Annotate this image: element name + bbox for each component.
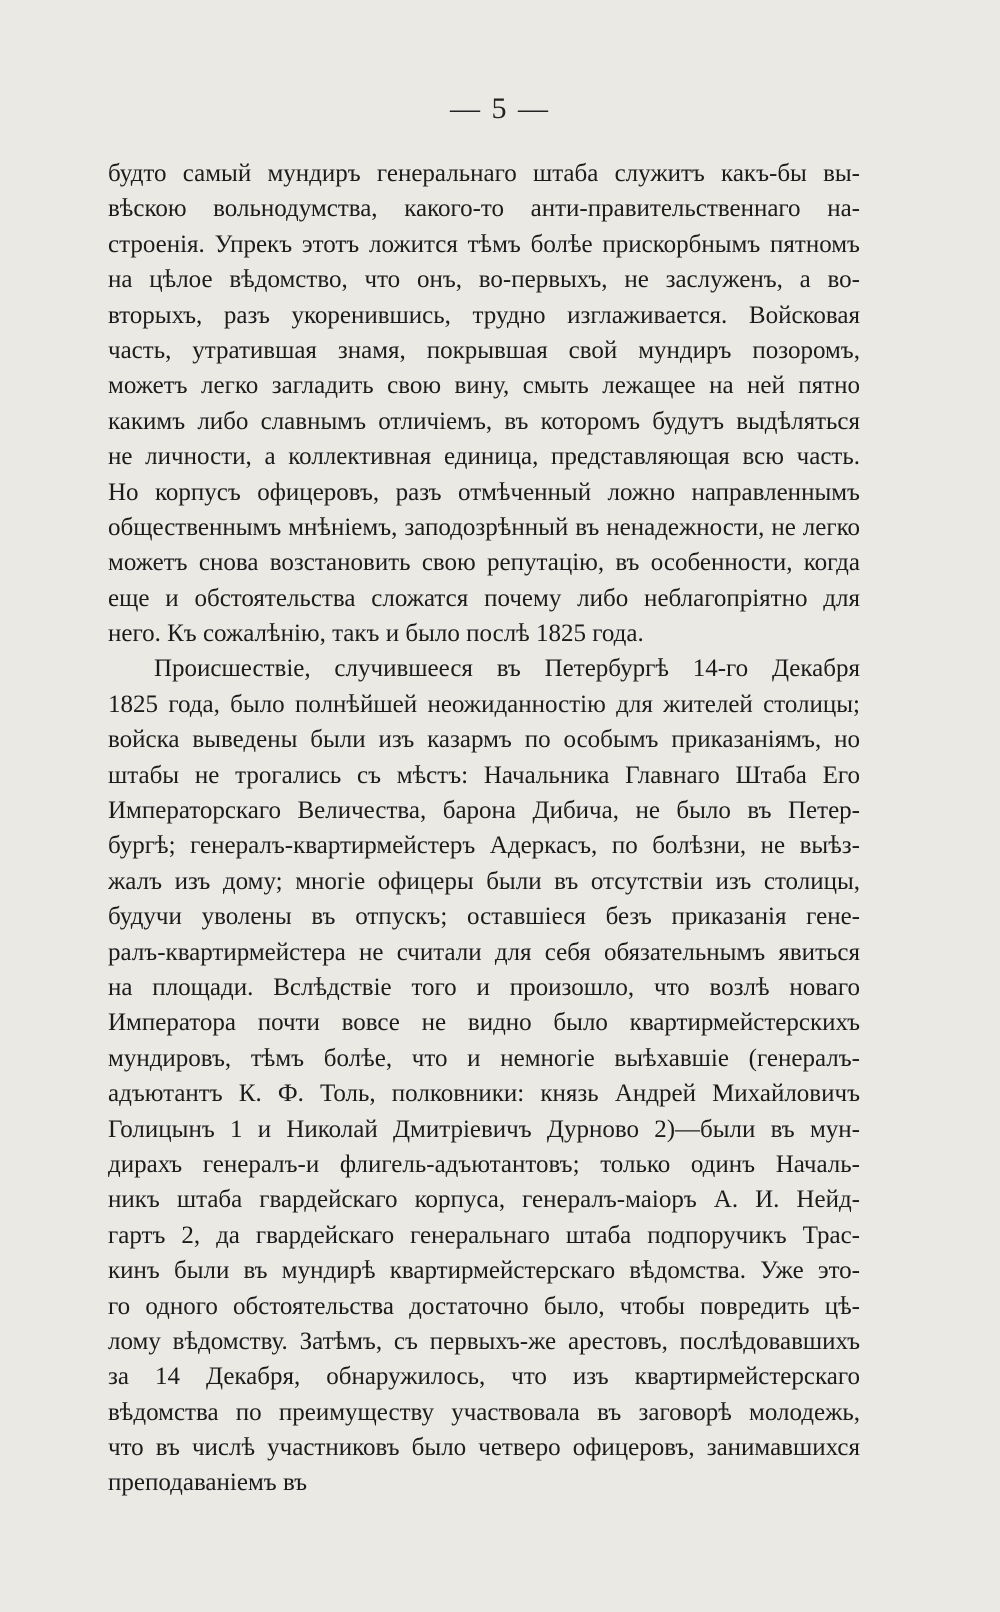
text-line: дирахъ генералъ-и флигель-адъютантовъ; только одинъ Началь- xyxy=(108,1150,860,1178)
text-line: вѣскою вольнодумства, какого-то анти-правительственнаго на- xyxy=(108,195,860,223)
text-line: 1825 года, было полнѣйшей неожиданностію для жителей столицы; xyxy=(108,690,860,718)
text-line: что въ числѣ участниковъ было четверо офицеровъ, занимавшихся xyxy=(108,1434,860,1462)
text-line: адъютантъ К. Ф. Толь, полковники: князь Андрей Михайловичъ xyxy=(108,1080,860,1108)
text-line: бургѣ; генералъ-квартирмейстеръ Адеркасъ, по болѣзни, не выѣз- xyxy=(108,832,860,860)
text-line: кинъ были въ мундирѣ квартирмейстерскаго вѣдомства. Уже это- xyxy=(108,1257,860,1285)
text-line: можетъ снова возстановить свою репутацію, въ особенности, когда xyxy=(108,549,860,577)
text-line: лому вѣдомству. Затѣмъ, съ первыхъ-же арестовъ, послѣдовавшихъ xyxy=(108,1327,860,1355)
text-line: часть, утратившая знамя, покрывшая свой мундиръ позоромъ, xyxy=(108,336,860,364)
text-line: Происшествіе, случившееся въ Петербургѣ 14-го Декабря xyxy=(154,655,860,683)
paragraph-1 xyxy=(108,156,860,651)
text-line: мундировъ, тѣмъ болѣе, что и немногіе выѣхавшіе (генералъ- xyxy=(108,1044,860,1072)
text-line: строенія. Упрекъ этотъ ложится тѣмъ болѣе прискорбнымъ пятномъ xyxy=(108,230,860,258)
text-line: Голицынъ 1 и Николай Дмитріевичъ Дурново 2)—были въ мун- xyxy=(108,1115,860,1143)
text-line: не личности, а коллективная единица, представляющая всю часть. xyxy=(108,443,860,471)
paragraph-2 xyxy=(108,651,860,1500)
text-line: на цѣлое вѣдомство, что онъ, во-первыхъ, не заслуженъ, а во- xyxy=(108,266,860,294)
text-line: еще и обстоятельства сложатся почему либо неблагопріятно для xyxy=(108,584,860,612)
text-line: будучи уволены въ отпускъ; оставшіеся безъ приказанія гене- xyxy=(108,903,860,931)
text-line: Императора почти вовсе не видно было квартирмейстерскихъ xyxy=(108,1009,860,1037)
text-line: Но корпусъ офицеровъ, разъ отмѣченный ложно направленнымъ xyxy=(108,478,860,506)
text-line: будто самый мундиръ генеральнаго штаба служитъ какъ-бы вы- xyxy=(108,160,860,187)
text-line: можетъ легко загладить свою вину, смыть лежащее на ней пятно xyxy=(108,372,860,400)
page-number: — 5 — xyxy=(450,92,550,125)
text-line: жалъ изъ дому; многіе офицеры были въ отсутствіи изъ столицы, xyxy=(108,867,860,895)
text-line: штабы не трогались съ мѣстъ: Начальника Главнаго Штаба Его xyxy=(108,761,860,789)
text-line: го одного обстоятельства достаточно было, чтобы повредить цѣ- xyxy=(108,1292,860,1320)
text-line: вѣдомства по преимуществу участвовала въ заговорѣ молодежь, xyxy=(108,1398,860,1426)
text-line: за 14 Декабря, обнаружилось, что изъ квартирмейстерскаго xyxy=(108,1363,860,1391)
text-line: Императорскаго Величества, барона Дибича, не было въ Петер- xyxy=(108,797,860,825)
text-line: какимъ либо славнымъ отличіемъ, въ которомъ будутъ выдѣляться xyxy=(108,407,860,435)
text-line: никъ штаба гвардейскаго корпуса, генералъ-маіоръ А. И. Нейд- xyxy=(108,1186,860,1214)
text-line: ралъ-квартирмейстера не считали для себя обязательнымъ явиться xyxy=(108,938,860,966)
text-line: него. Къ сожалѣнію, такъ и было послѣ 1825 года. xyxy=(108,620,644,648)
text-line: преподаваніемъ въ xyxy=(108,1469,308,1497)
body-text xyxy=(108,156,860,1501)
text-line: вторыхъ, разъ укоренившись, трудно изглаживается. Войсковая xyxy=(108,301,860,329)
text-line: на площади. Вслѣдствіе того и произошло, что возлѣ новаго xyxy=(108,973,860,1001)
text-line: гартъ 2, да гвардейскаго генеральнаго штаба подпоручикъ Трас- xyxy=(108,1221,860,1249)
text-line: общественнымъ мнѣніемъ, заподозрѣнный въ ненадежности, не легко xyxy=(108,513,860,541)
text-line: войска выведены были изъ казармъ по особымъ приказаніямъ, но xyxy=(108,726,860,754)
